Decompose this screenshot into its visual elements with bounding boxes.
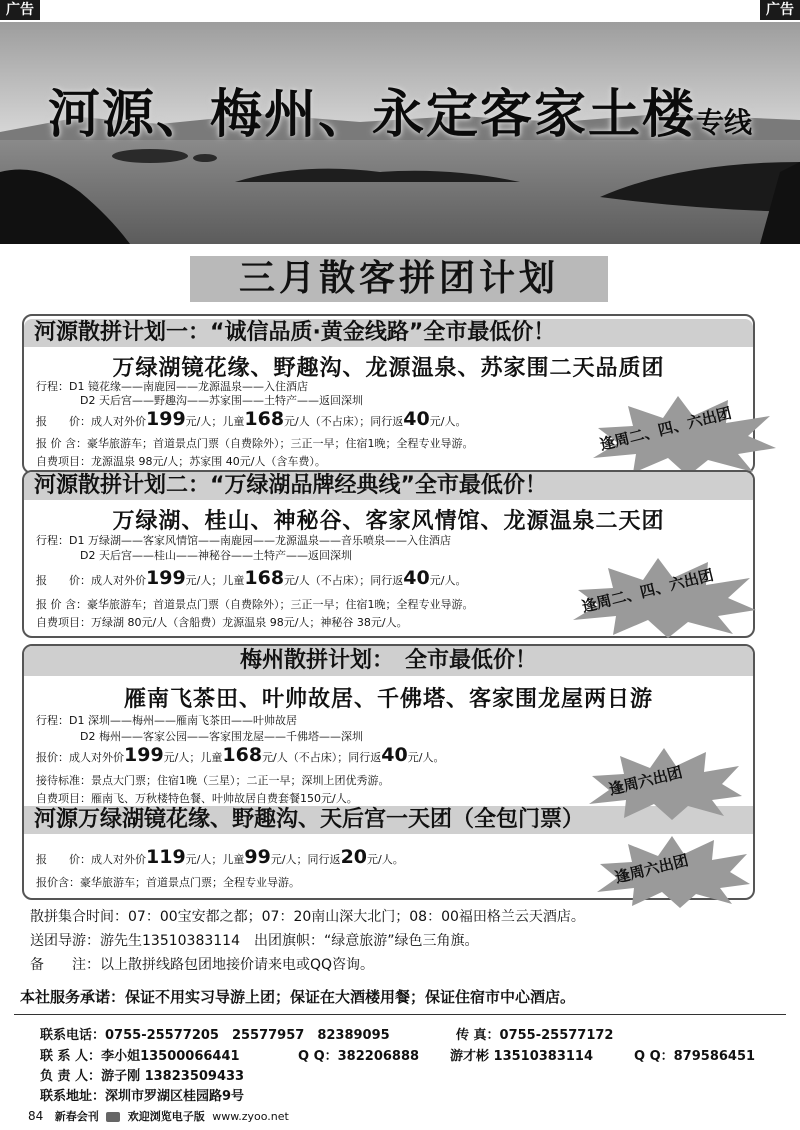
plan-2-price-unit3: 元/人。 [429,574,467,587]
plan-2-heading: 河源散拼计划二：“万绿湖品牌经典线”全市最低价！ [24,472,753,500]
contact-qq-2-label: Q Q： [634,1049,674,1064]
plan-3-price-label: 报价：成人对外价 [36,751,124,764]
plan-1-price-unit3: 元/人。 [429,415,467,428]
plan-4-price-unit3: 元/人。 [367,853,404,866]
plan-3-price [36,744,444,766]
plan-1-departure-days: 逢周二、四、六出团 [597,403,734,455]
plan-4-departure-days: 逢周六出团 [613,851,691,887]
contact-qq-2 [634,1045,755,1064]
plan-2-price [36,567,466,589]
contact-person-2: 游才彬 13510383114 [450,1049,594,1064]
plan-4-price-unit2: 元/人；同行返 [270,853,341,866]
hero-title-main: 河源、梅州、永定客家土楼 [47,85,696,145]
contact-owner [40,1065,244,1084]
plan-3-heading: 梅州散拼计划： 全市最低价！ [24,646,753,676]
contact-phone-label: 联系电话： [40,1028,106,1043]
contact-fax-value: 0755-25577172 [499,1028,614,1043]
plan-2-self-pay: 自费项目：万绿湖 80元/人（含船费）龙源温泉 98元/人；神秘谷 38元/人。 [36,616,408,629]
plan-3-itinerary-day2: D2 梅州——客家公园——客家围龙屋——千佛塔——深圳 [80,730,363,743]
plan-1-price-unit2: 元/人（不占床）；同行返 [284,415,404,428]
plan-1-route: 万绿湖镜花缘、野趣沟、龙源温泉、苏家围二天品质团 [112,355,665,381]
contact-qq-2-value: 879586451 [673,1049,756,1064]
plan-1-price-label: 报 价：成人对外价 [36,415,146,428]
plan-1-heading: 河源散拼计划一：“诚信品质·黄金线路”全市最低价！ [24,319,753,347]
logo-icon [106,1112,120,1122]
plan-2-price-label: 报 价：成人对外价 [36,574,146,587]
contact-owner-label: 负 责 人： [40,1069,102,1084]
remarks: 备 注：以上散拼线路包团地接价请来电或QQ咨询。 [30,957,375,973]
hero-title [0,72,800,147]
contact-qq-1 [298,1045,419,1064]
plan-4-price-unit1: 元/人；儿童 [185,853,245,866]
issue-name: 新春会刊 [54,1110,99,1123]
plan-1-price-rebate: 40 [403,408,430,430]
plan-3-price-child: 168 [222,744,263,766]
plan-1-price [36,408,466,430]
plan-4-price-adult: 119 [146,846,186,868]
contact-divider [14,1014,786,1015]
plan-2-price-unit2: 元/人（不占床）；同行返 [284,574,404,587]
plan-4-heading: 河源万绿湖镜花缘、野趣沟、天后宫一天团（全包门票） [24,806,753,834]
plan-1-includes: 报 价 含：豪华旅游车；首道景点门票（自费除外）；三正一早；住宿1晚；全程专业导游。 [36,437,474,450]
plan-2-includes: 报 价 含：豪华旅游车；首道景点门票（自费除外）；三正一早；住宿1晚；全程专业导游。 [36,598,474,611]
hero-title-suffix: 专线 [696,106,753,139]
plan-2-price-unit1: 元/人；儿童 [185,574,245,587]
contact-qq-1-label: Q Q： [298,1049,338,1064]
page-footer [28,1108,289,1124]
welcome-text: 欢迎浏览电子版 [127,1110,205,1123]
contact-address [40,1085,244,1104]
contact-address-value: 深圳市罗湖区桂园路9号 [105,1089,245,1104]
ad-label-left: 广告 [0,0,40,20]
contact-person-label: 联 系 人： [40,1049,102,1064]
plan-4-price-rebate: 20 [340,846,368,868]
service-promise: 本社服务承诺：保证不用实习导游上团；保证在大酒楼用餐；保证住宿市中心酒店。 [20,988,576,1006]
plan-2-itinerary-day1: 行程：D1 万绿湖——客家风情馆——南鹿园——龙源温泉——音乐喷泉——入住酒店 [36,534,451,547]
guide-info: 送团导游：游先生13510383114 出团旗帜：“绿意旅游”绿色三角旗。 [30,933,479,949]
plan-4-price-label: 报 价：成人对外价 [36,853,146,866]
plan-3-price-unit1: 元/人；儿童 [163,751,223,764]
contact-fax-label: 传 真： [456,1028,500,1043]
page-banner: 三月散客拼团计划 [190,256,608,302]
plan-3-itinerary-day1: 行程：D1 深圳——梅州——雁南飞茶田——叶帅故居 [36,714,297,727]
contact-person-value: 李小姐13500066441 [101,1049,240,1064]
plan-1-price-unit1: 元/人；儿童 [185,415,245,428]
hero-photo [0,22,800,244]
plan-3-price-adult: 199 [124,744,164,766]
plan-3-self-pay: 自费项目：雁南飞、万秋楼特色餐、叶帅故居自费套餐150元/人。 [36,792,358,805]
website-link[interactable]: www.zyoo.net [212,1110,289,1123]
plan-4-price-child: 99 [244,846,271,868]
plan-4-price [36,846,404,868]
plan-2-price-child: 168 [244,567,285,589]
plan-3-standard: 接待标准：景点大门票；住宿1晚（三星）；二正一早；深圳上团优秀游。 [36,774,390,787]
plan-3-price-unit2: 元/人（不占床）；同行返 [262,751,382,764]
plan-1-price-child: 168 [244,408,285,430]
plan-1-price-adult: 199 [146,408,186,430]
contact-person [40,1045,240,1064]
contact-qq-1-value: 382206888 [337,1049,420,1064]
plan-3-departure-days: 逢周六出团 [607,763,685,799]
plan-3-price-rebate: 40 [381,744,408,766]
plan-3-price-unit3: 元/人。 [407,751,445,764]
plan-2-route: 万绿湖、桂山、神秘谷、客家风情馆、龙源温泉二天团 [112,508,665,534]
contact-phone-values: 0755-25577205 25577957 82389095 [105,1028,390,1043]
contact-fax [456,1024,613,1043]
plan-1-itinerary-day1: 行程：D1 镜花缘——南鹿园——龙源温泉——入住酒店 [36,380,308,393]
contact-phone [40,1024,390,1043]
plan-2-itinerary-day2: D2 天后宫——桂山——神秘谷——土特产——返回深圳 [80,549,352,562]
plan-2-price-rebate: 40 [403,567,430,589]
plan-2-price-adult: 199 [146,567,186,589]
contact-address-label: 联系地址： [40,1089,106,1104]
ad-label-right: 广告 [760,0,800,20]
plan-1-itinerary-day2: D2 天后宫——野趣沟——苏家围——土特产——返回深圳 [80,394,363,407]
plan-2-departure-days: 逢周二、四、六出团 [579,565,716,617]
plan-4-includes: 报价含：豪华旅游车；首道景点门票；全程专业导游。 [36,876,300,889]
page-number: 84 [28,1109,44,1123]
gathering-times: 散拼集合时间：07：00宝安都之都；07：20南山深大北门；08：00福田格兰云天酒店。 [30,909,585,925]
plan-1-self-pay: 自费项目：龙源温泉 98元/人；苏家围 40元/人（含车费）。 [36,455,326,468]
plan-3-route: 雁南飞茶田、叶帅故居、千佛塔、客家围龙屋两日游 [123,686,653,712]
contact-owner-value: 游子刚 13823509433 [101,1069,245,1084]
